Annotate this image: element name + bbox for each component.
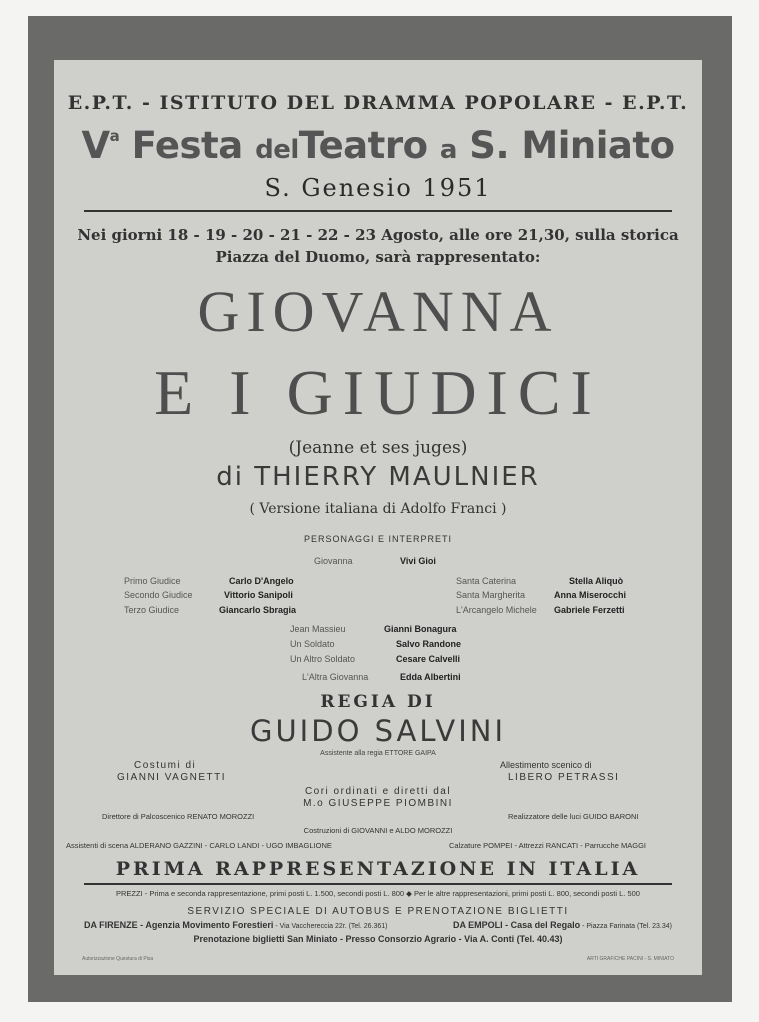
cast-actor: Giancarlo Sbragia [219,605,297,615]
cast-role: Santa Caterina [456,576,517,586]
empoli-agency [453,920,672,930]
prices-line: PREZZI - Prima e seconda rappresentazione, primi posti L. 1.500, secondi posti L. 800 ◆ Per le altre rappresentazioni, primi posti L. 800, secondi posti L. 500 [116,889,640,898]
cast-actor: Vittorio Sanipoli [224,590,293,600]
cast-actor: Vivi Gioi [400,556,436,566]
booking-line: Prenotazione biglietti San Miniato - Presso Consorzio Agrario - Via A. Conti (Tel. 40.43) [193,934,563,944]
cast-role: L'Arcangelo Michele [456,605,537,615]
festival-teatro: Teatro [298,124,440,167]
organizer-line: E.P.T. - ISTITUTO DEL DRAMMA POPOLARE - E.P.T. [67,92,689,114]
cast-heading: PERSONAGGI E INTERPRETI [303,534,453,544]
festival-a: a [439,135,457,165]
cast-role: Un Altro Soldato [290,654,356,664]
costumi-label: Costumi di [134,760,197,771]
cast-actor: Gabriele Ferzetti [554,605,625,615]
firenze-address: - Via Vacchereccia 22r. (Tel. 26.361) [273,923,388,930]
allestimento-name: LIBERO PETRASSI [508,772,620,783]
festival-title [54,124,702,167]
footwear-props-wigs: Calzature POMPEI - Attrezzi RANCATI - Parrucche MAGGI [449,841,646,850]
footer-divider [84,883,672,885]
festival-roman-numeral: V [81,124,110,167]
cast-actor: Salvo Randone [396,639,462,649]
bus-service-heading: SERVIZIO SPECIALE DI AUTOBUS E PRENOTAZIONE BIGLIETTI [187,906,569,917]
cast-role: Jean Massieu [290,624,346,634]
cast-actor: Stella Aliquò [569,576,624,586]
stage-assistants: Assistenti di scena ALDERANO GAZZINI - CARLO LANDI - UGO IMBAGLIONE [66,841,332,850]
play-title-line-2: E I GIUDICI [154,357,602,428]
cast-role: Terzo Giudice [124,605,180,615]
cast-role: Un Soldato [290,639,335,649]
cast-actor: Anna Miserocchi [554,590,627,600]
lighting-credit: Realizzatore delle luci GUIDO BARONI [508,812,639,821]
cast-role: Secondo Giudice [124,590,193,600]
cast-actor: Cesare Calvelli [396,654,461,664]
festival-edition: S. Genesio 1951 [264,174,492,202]
cast-role: Giovanna [314,556,353,566]
venue-line: Piazza del Duomo, sarà rappresentato: [215,248,541,266]
cast-role: Santa Margherita [456,590,526,600]
play-title-line-1: GIOVANNA [197,279,559,344]
firenze-agency [84,920,388,930]
cast-role: L'Altra Giovanna [302,672,369,682]
allestimento-label: Allestimento scenico di [500,760,592,770]
cast-actor: Gianni Bonagura [384,624,457,634]
cast-actor: Carlo D'Angelo [229,576,294,586]
empoli-name: DA EMPOLI - Casa del Regalo [452,920,581,930]
play-author: di THIERRY MAULNIER [216,462,540,492]
dates-line: Nei giorni 18 - 19 - 20 - 21 - 22 - 23 Agosto, alle ore 21,30, sulla storica [77,226,679,244]
assistant-director: Assistente alla regia ETTORE GAIPA [320,750,436,757]
festival-ordinal: a [109,127,120,145]
cori-label: Cori ordinati e diretti dal [304,786,452,797]
construction-credit: Costruzioni di GIOVANNI e ALDO MOROZZI [303,826,453,835]
printer-credit: ARTI GRAFICHE PACINI - S. MINIATO [586,956,674,962]
director-name: GUIDO SALVINI [249,714,507,748]
festival-city: S. Miniato [456,124,675,167]
festival-word: Festa [119,124,256,167]
festival-del: del [255,135,299,165]
poster [54,60,702,975]
cast-actor: Edda Albertini [400,672,461,682]
direction-label: REGIA DI [320,692,436,712]
original-title: (Jeanne et ses juges) [288,438,468,458]
firenze-name: DA FIRENZE - Agenzia Movimento Forestieri [84,920,274,930]
cast-role: Primo Giudice [124,576,181,586]
header-divider [84,210,672,212]
cori-name: M.o GIUSEPPE PIOMBINI [303,798,453,809]
empoli-address: - Piazza Farinata (Tel. 23.34) [580,923,672,930]
authorization-note: Autorizzazione Questura di Pisa [82,956,154,962]
translation-credit: ( Versione italiana di Adolfo Franci ) [249,501,507,517]
stage-director: Direttore di Palcoscenico RENATO MOROZZI [102,812,255,821]
premiere-banner: PRIMA RAPPRESENTAZIONE IN ITALIA [115,858,641,880]
costumi-name: GIANNI VAGNETTI [117,772,226,783]
